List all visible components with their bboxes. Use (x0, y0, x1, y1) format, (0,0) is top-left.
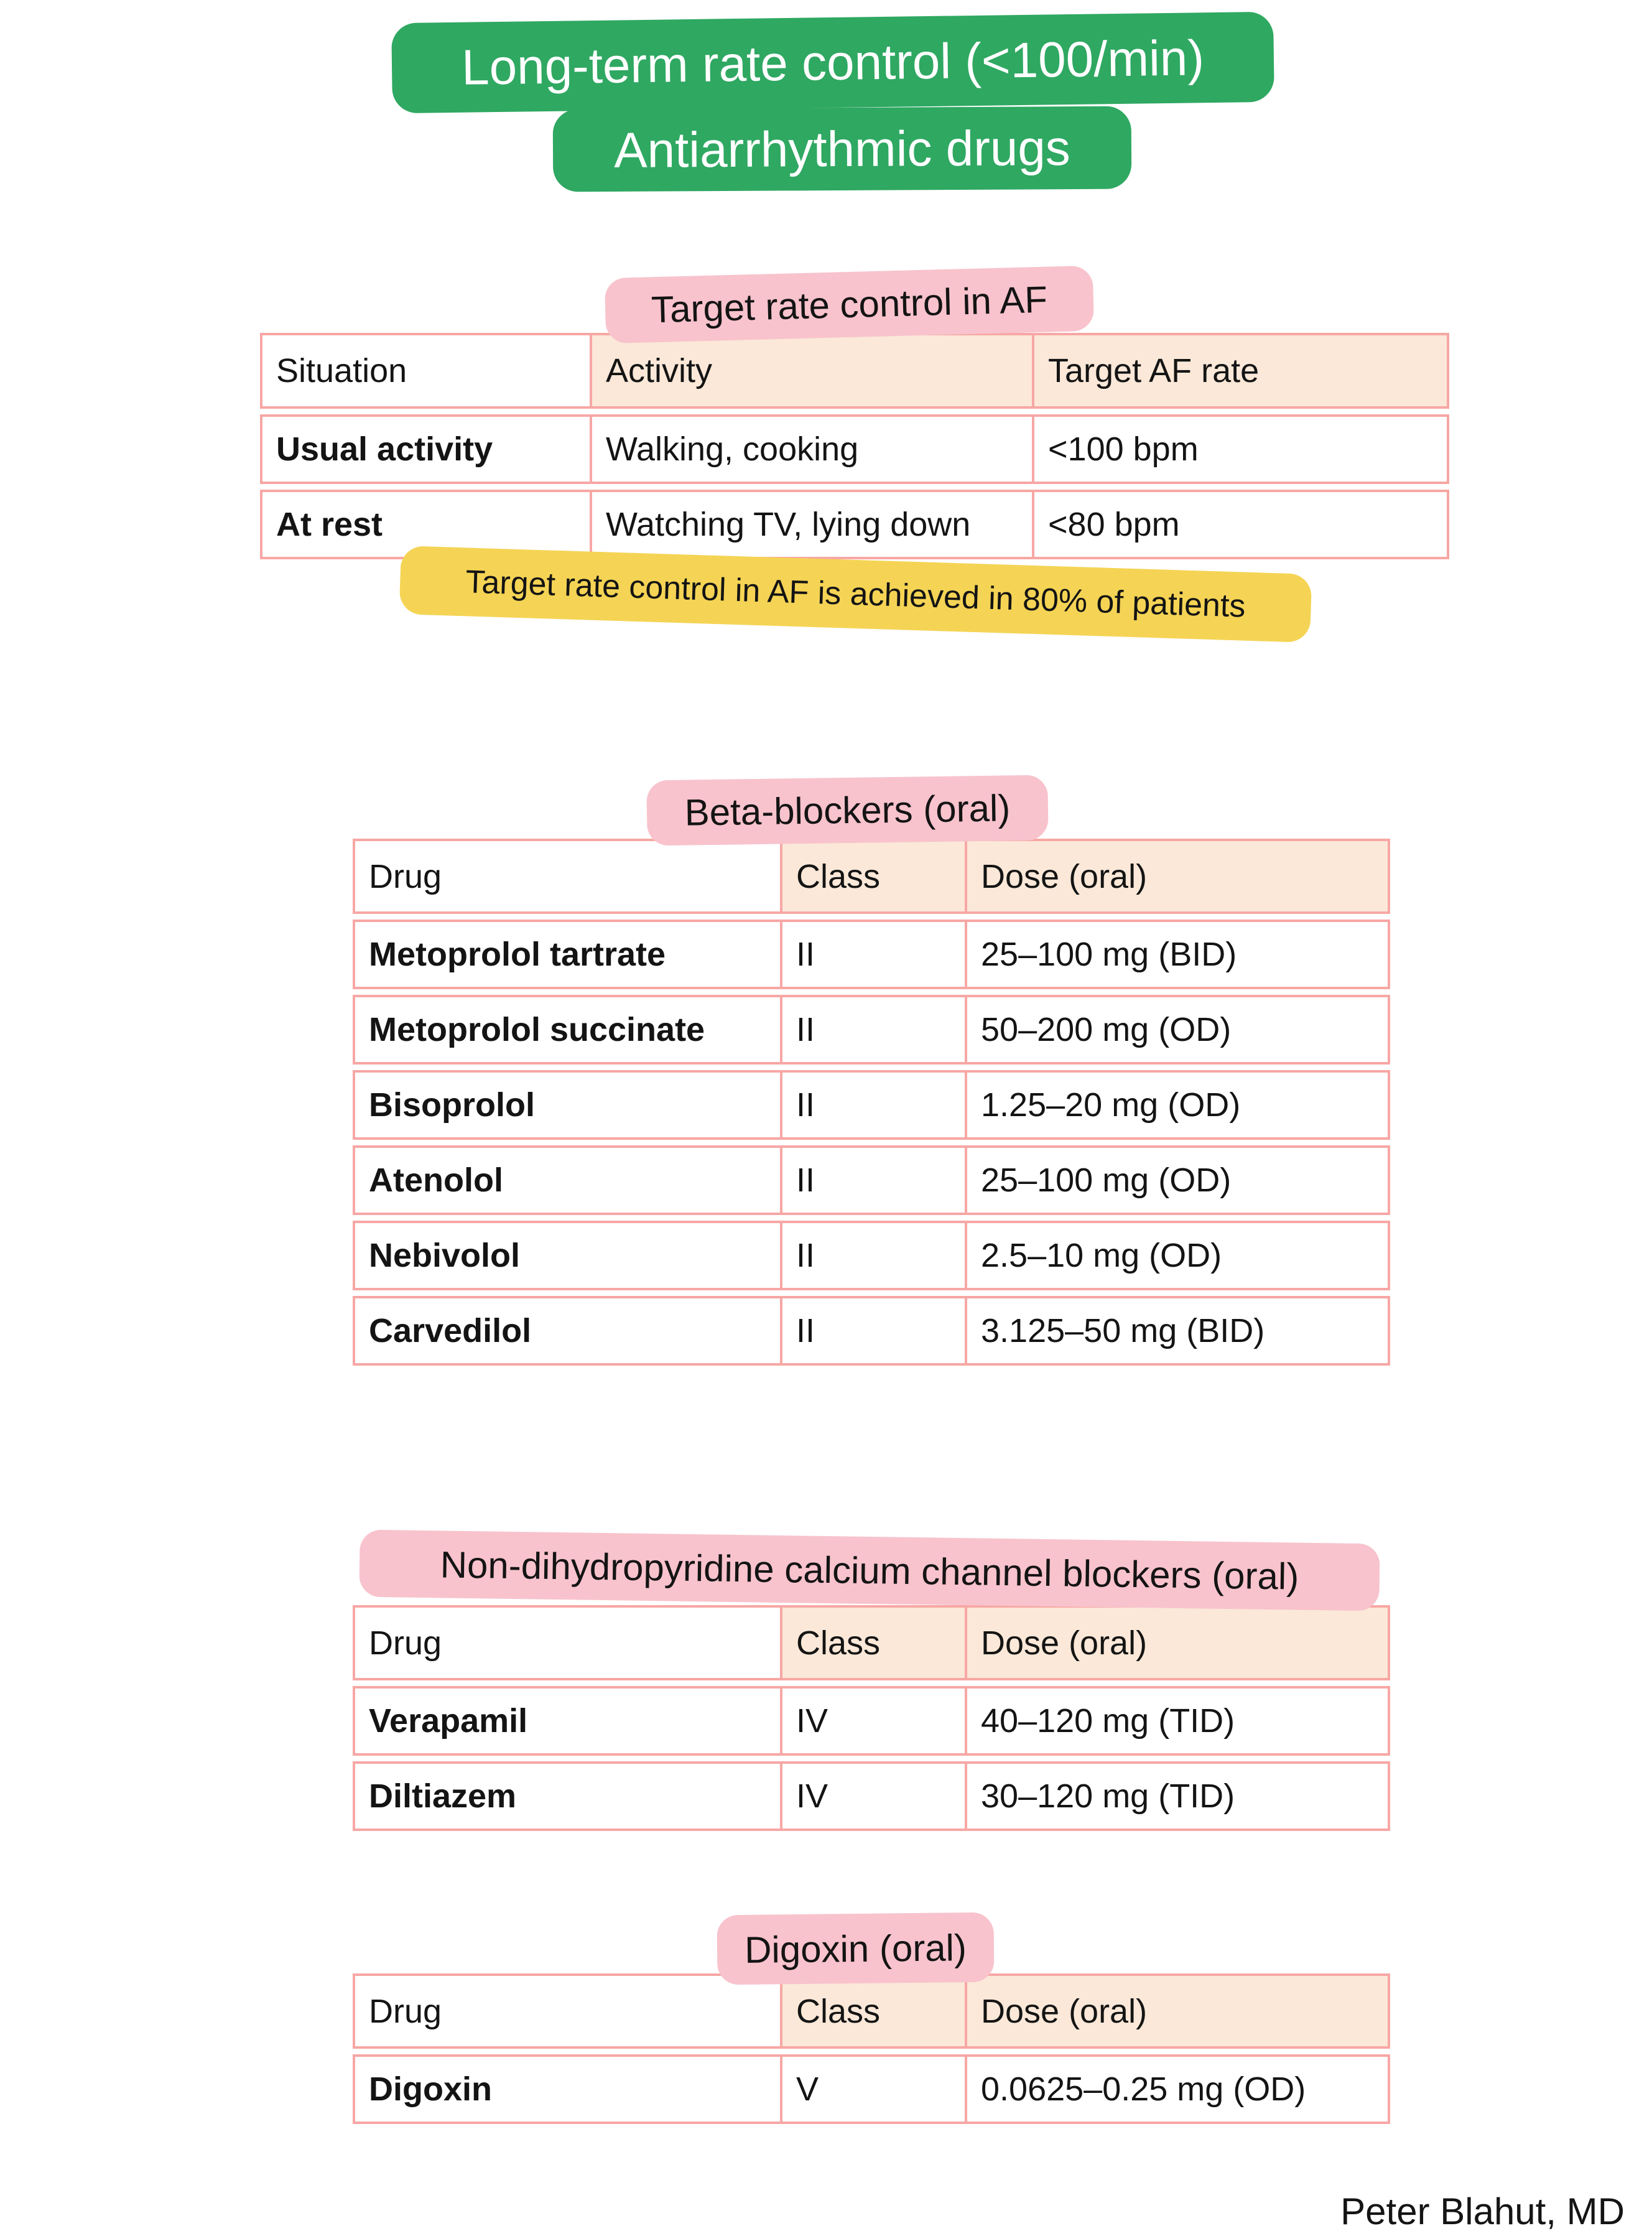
beta-table-header-row (353, 839, 1390, 914)
table-row (353, 2054, 1390, 2124)
table-cell: 25–100 mg (BID) (965, 922, 1388, 987)
af-table (260, 333, 1449, 565)
column-header-dose: Dose (oral) (965, 1608, 1388, 1678)
author-credit: Peter Blahut, MD (1340, 2191, 1625, 2232)
table-cell: II (780, 1073, 965, 1137)
column-header-target-af-rate: Target AF rate (1032, 335, 1447, 406)
digoxin-table-header-row (353, 1973, 1390, 2049)
table-cell: <100 bpm (1032, 417, 1447, 482)
table-row (260, 414, 1449, 484)
table-cell: IV (780, 1689, 965, 1753)
table-cell: 0.0625–0.25 mg (OD) (965, 2057, 1388, 2122)
table-cell: V (780, 2057, 965, 2122)
section-label-digoxin-text: Digoxin (oral) (744, 1926, 967, 1971)
table-cell: II (780, 922, 965, 987)
table-cell: II (780, 1298, 965, 1363)
row-label: At rest (276, 506, 383, 543)
title-banner-line1 (391, 12, 1274, 114)
table-row (353, 1296, 1390, 1366)
column-header-drug: Drug (369, 857, 442, 895)
row-label: Digoxin (369, 2071, 492, 2108)
column-header-class: Class (780, 1976, 965, 2046)
section-label-af (605, 266, 1094, 344)
table-row (353, 1221, 1390, 1290)
table-row (353, 1686, 1390, 1756)
row-label: Diltiazem (369, 1777, 517, 1815)
table-cell: Walking, cooking (590, 417, 1032, 482)
table-cell: 40–120 mg (TID) (965, 1689, 1388, 1753)
row-label: Verapamil (369, 1702, 528, 1740)
row-label: Metoprolol succinate (369, 1011, 705, 1048)
section-label-beta-blockers (646, 775, 1048, 846)
digoxin-table (353, 1973, 1390, 2130)
column-header-class: Class (780, 1608, 965, 1678)
row-label: Usual activity (276, 431, 493, 468)
table-cell: 30–120 mg (TID) (965, 1764, 1388, 1828)
column-header-activity: Activity (590, 335, 1032, 406)
table-cell: II (780, 1148, 965, 1213)
section-label-beta-text: Beta-blockers (oral) (684, 787, 1011, 834)
beta-blockers-table (353, 839, 1390, 1371)
ccb-table (353, 1605, 1390, 1837)
table-cell: 50–200 mg (OD) (965, 997, 1388, 1062)
table-row (353, 1761, 1390, 1831)
row-label: Nebivolol (369, 1237, 521, 1274)
section-label-af-text: Target rate control in AF (651, 278, 1048, 331)
section-label-ccb (359, 1530, 1380, 1611)
title-line2-text: Antiarrhythmic drugs (613, 119, 1071, 178)
table-cell: 3.125–50 mg (BID) (965, 1298, 1388, 1363)
table-row (353, 920, 1390, 989)
table-cell: <80 bpm (1032, 492, 1447, 557)
column-header-situation: Situation (276, 352, 407, 389)
af-table-header-row (260, 333, 1449, 409)
table-cell: IV (780, 1764, 965, 1828)
table-row (353, 995, 1390, 1064)
section-label-digoxin (717, 1912, 994, 1985)
row-label: Metoprolol tartrate (369, 936, 666, 973)
table-cell: II (780, 1223, 965, 1288)
row-label: Carvedilol (369, 1312, 532, 1349)
column-header-dose: Dose (oral) (965, 1976, 1388, 2046)
table-cell: 25–100 mg (OD) (965, 1148, 1388, 1213)
af-note-text: Target rate control in AF is achieved in 80% of patients (465, 564, 1246, 625)
table-cell: II (780, 997, 965, 1062)
title-line1-text: Long-term rate control (<100/min) (461, 29, 1205, 95)
table-cell: 1.25–20 mg (OD) (965, 1073, 1388, 1137)
title-banner-line2 (553, 106, 1132, 192)
table-row (353, 1145, 1390, 1215)
table-cell: 2.5–10 mg (OD) (965, 1223, 1388, 1288)
table-row (353, 1070, 1390, 1140)
row-label: Atenolol (369, 1162, 503, 1199)
column-header-dose: Dose (oral) (965, 841, 1388, 911)
row-label: Bisoprolol (369, 1086, 535, 1124)
table-cell: Watching TV, lying down (590, 492, 1032, 557)
column-header-class: Class (780, 841, 965, 911)
section-label-ccb-text: Non-dihydropyridine calcium channel blockers (oral) (440, 1543, 1299, 1598)
column-header-drug: Drug (369, 1992, 442, 2030)
ccb-table-header-row (353, 1605, 1390, 1680)
column-header-drug: Drug (369, 1624, 442, 1662)
